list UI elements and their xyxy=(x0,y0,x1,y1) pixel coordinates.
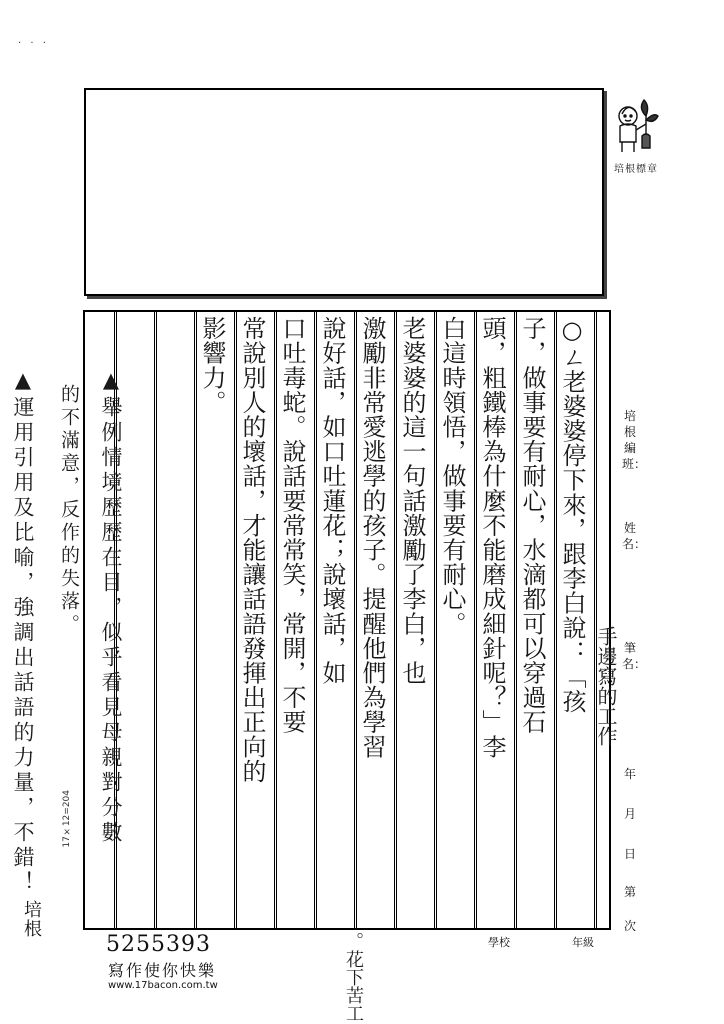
pen-name-label: 筆名： xyxy=(622,641,647,671)
teacher-signature: 培根 xyxy=(21,900,42,938)
teacher-margin-comment-1: ▲運用引用及比喻，強調出話語的力量，不錯！ xyxy=(11,368,35,896)
essay-column-10: 影響力。 xyxy=(198,316,226,415)
essay-column-1: ○ㄥ老婆婆停下來，跟李白說：「孩 xyxy=(558,316,586,714)
essay-column-9: 常說別人的壞話，才能讓話語發揮出正向的 xyxy=(238,316,266,784)
essay-column-2: 子，做事要有耐心，水滴都可以穿過石 xyxy=(518,316,546,735)
corner-mark: · · · xyxy=(18,38,49,49)
stamp-label: 培根標章 xyxy=(614,164,658,175)
grid-line xyxy=(154,312,157,928)
name-label: 姓名： xyxy=(622,521,647,551)
footer-slogan: 寫作使你快樂 xyxy=(108,961,217,980)
essay-column-7: 說好話，如口吐蓮花；說壞話，如 xyxy=(318,316,346,685)
teacher-margin-comment-3: ▲舉例情境歷歷在目，似乎看見母親對分數 xyxy=(99,368,123,846)
year-label: 年 xyxy=(623,767,636,781)
essay-column-6: 激勵非常愛逃學的孩子。提醒他們為學習 xyxy=(358,316,386,759)
inserted-note: 手邊寫的工作 xyxy=(594,626,618,746)
teacher-margin-comment-2: 的不滿意，反作的失落。 xyxy=(58,384,80,637)
grid-count: 17×12=204 xyxy=(62,790,72,848)
essay-column-4: 白這時領悟，做事要有耐心。 xyxy=(438,316,466,636)
bottom-inserted-note: 。花下苦工 xyxy=(343,932,364,1022)
day-label: 日 xyxy=(623,847,636,861)
month-label: 月 xyxy=(623,807,636,821)
footer-phone: 5255393 xyxy=(106,932,211,957)
child-with-plant-icon xyxy=(606,92,662,164)
essay-column-8: 口吐毒蛇。說話要常常笑，常開，不要 xyxy=(278,316,306,735)
essay-column-3: 頭，粗鐵棒為什麼不能磨成細針呢？」李 xyxy=(478,316,506,759)
grid-line xyxy=(594,312,597,928)
school-label: 學校 xyxy=(488,936,510,949)
class-label: 培根編班： xyxy=(622,409,647,471)
footer-url: www.17bacon.com.tw xyxy=(108,980,218,991)
times-label: 次 xyxy=(623,919,636,933)
count-label: 第 xyxy=(623,885,636,899)
essay-column-5: 老婆婆的這一句話激勵了李白，也 xyxy=(398,316,426,685)
comment-box-content xyxy=(86,90,602,294)
teacher-comment-box xyxy=(84,88,604,296)
grade-label: 年級 xyxy=(572,936,594,949)
